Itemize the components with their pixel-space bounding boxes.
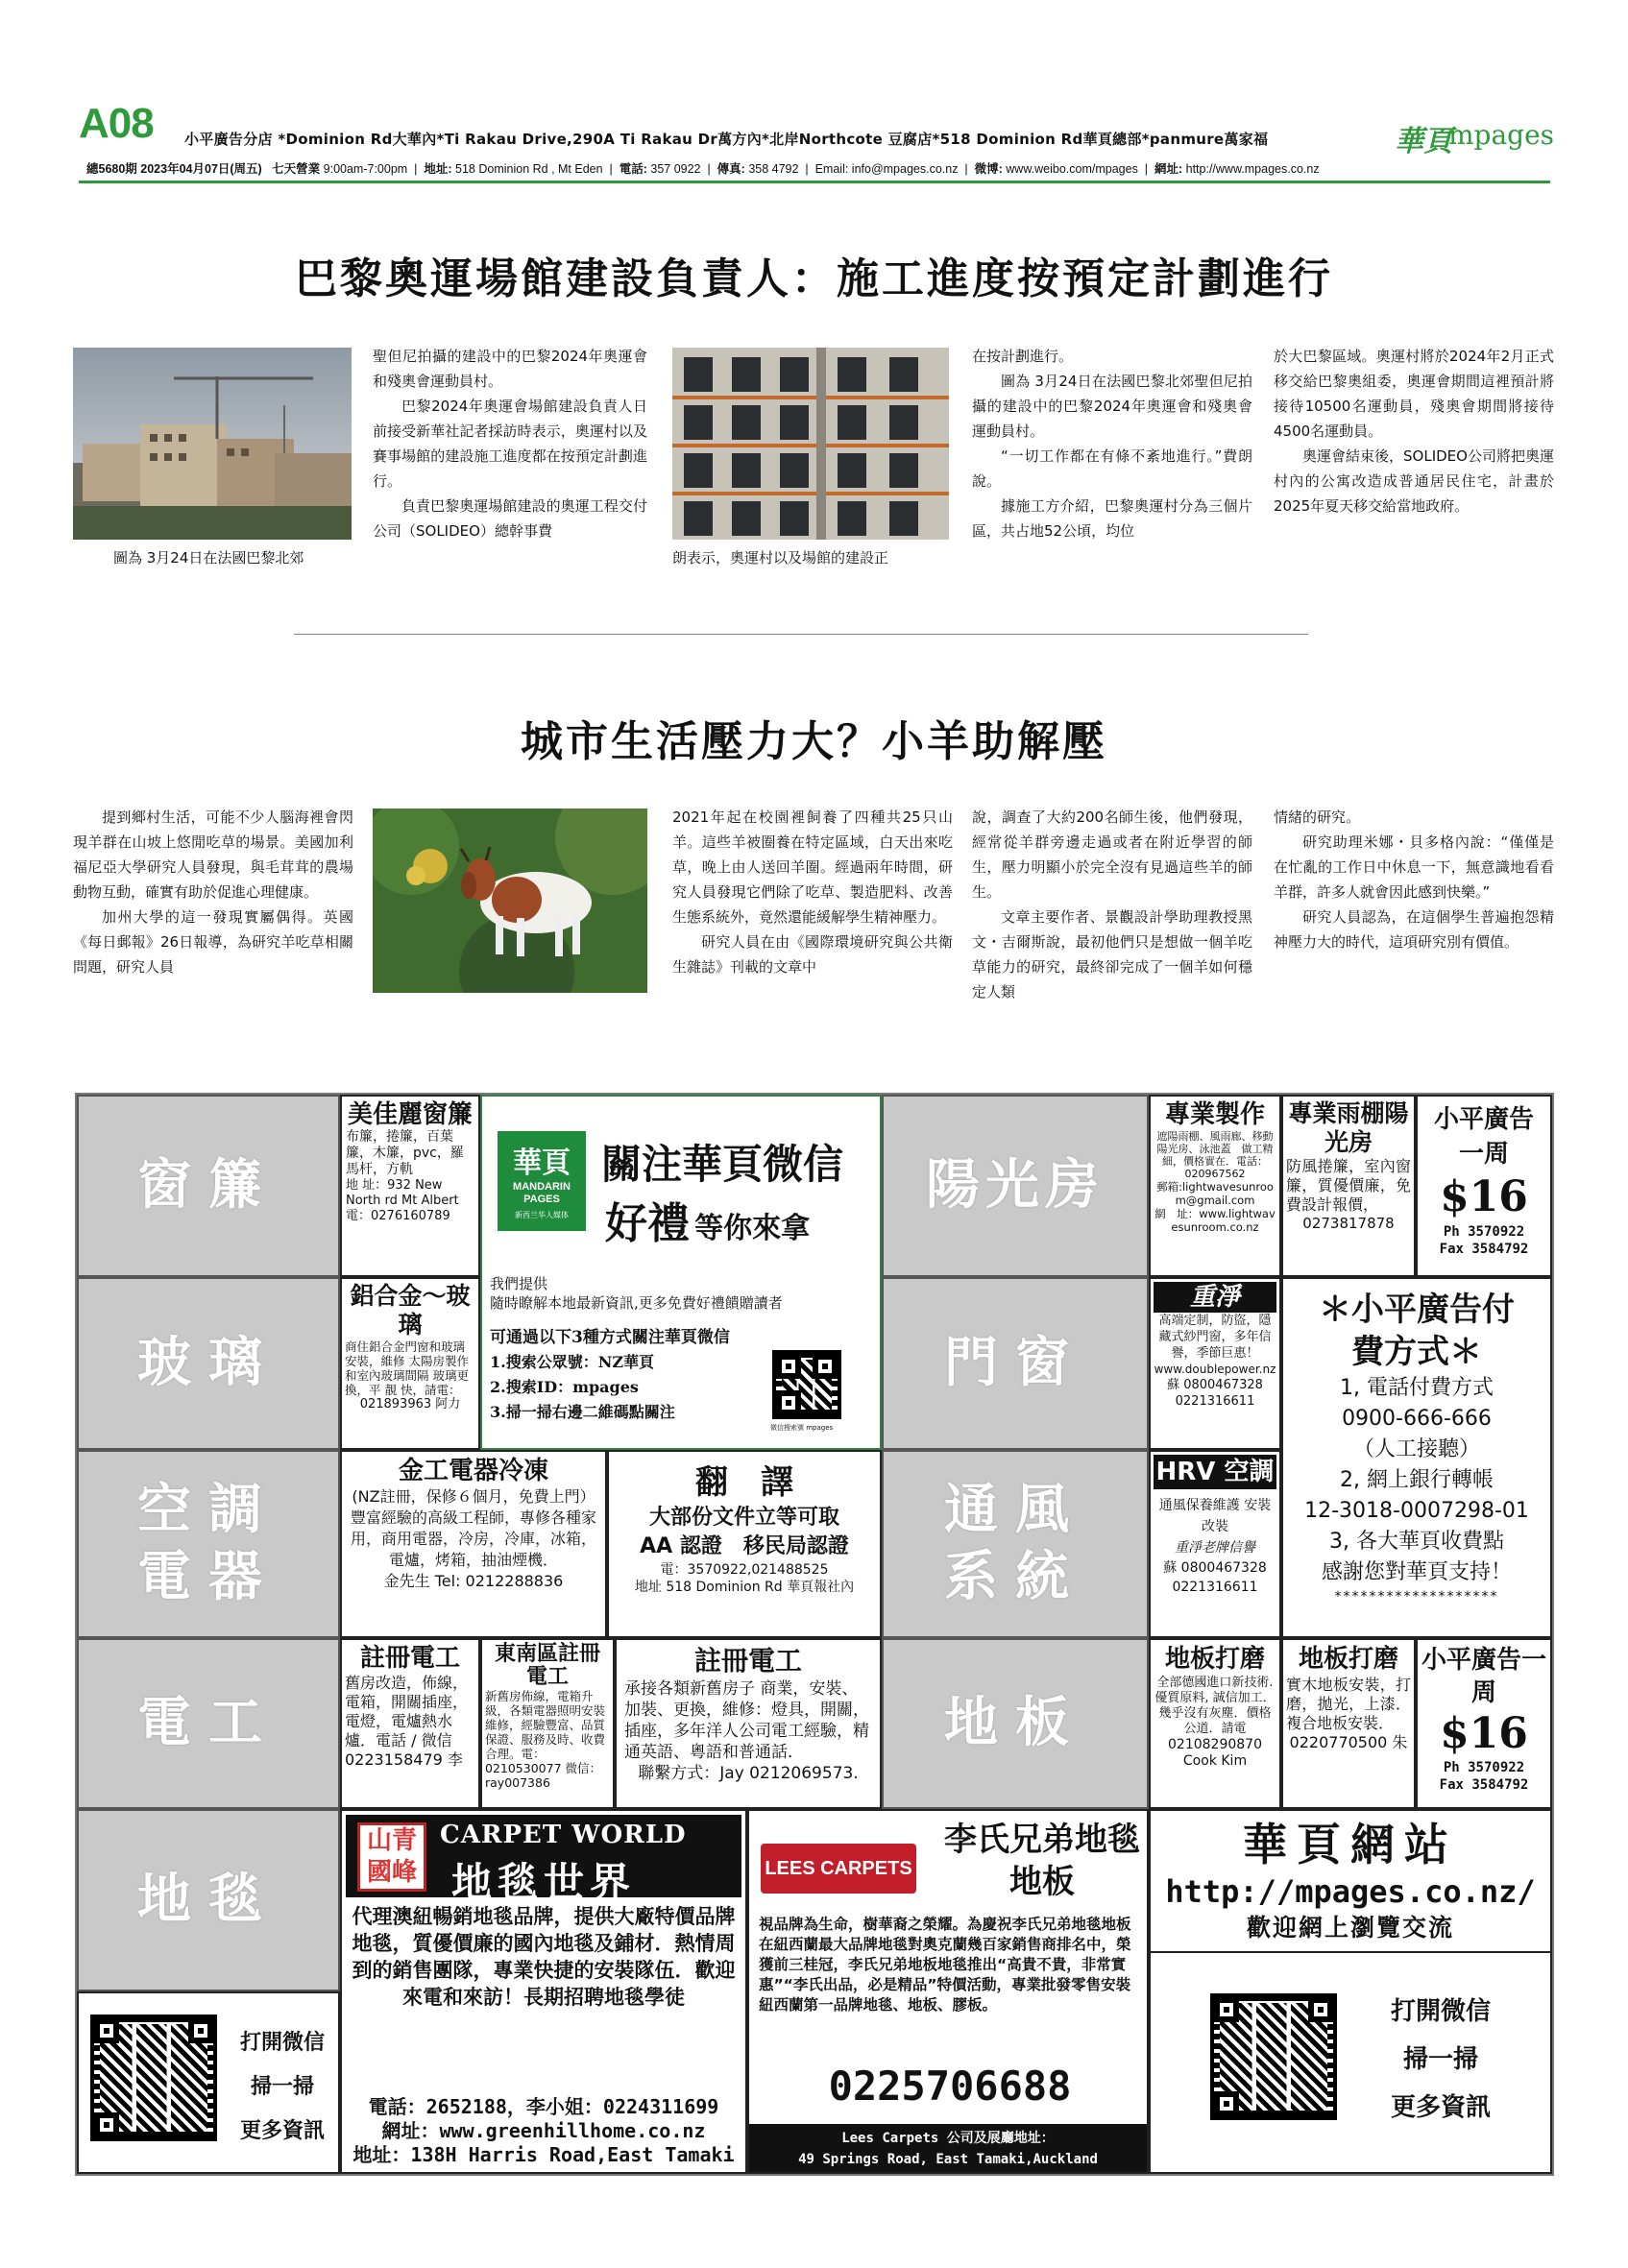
ad-floor-sanding-zhu[interactable] (1281, 1638, 1416, 1809)
ad-title: 華頁網站 (1243, 1819, 1458, 1870)
ad-body: 實木地板安裝，打磨，拋光，上漆．複合地板安裝． (1286, 1676, 1411, 1732)
ad-price: $16 (1440, 1709, 1528, 1758)
ad-title: 註冊電工 (359, 1644, 460, 1673)
ad-body: 代理澳紐暢銷地毯品牌，提供大廠特價品牌地毯，質優價廉的國內地毯及鋪材．熱情周到的銷售團隊，專業快捷的安裝隊伍．歡迎來電和來訪！長期招聘地毯學徒 (352, 1905, 736, 2009)
category-doors[interactable]: 門窗 (882, 1277, 1149, 1450)
website-sub: 歡迎網上瀏覽交流 (1246, 1914, 1454, 1942)
carpet-world-en: CARPET WORLD (440, 1821, 687, 1849)
ad-floor-sanding-kim[interactable] (1149, 1638, 1281, 1809)
payment-thanks: 感謝您對華頁支持！ (1321, 1560, 1512, 1584)
ad-electrician-jay[interactable] (615, 1638, 882, 1809)
ad-price: $16 (1440, 1172, 1528, 1221)
ad-site[interactable]: 網 址：www.lightwavesunroom.co.nz (1154, 1207, 1276, 1234)
ad-phone: 0220770500 朱 (1289, 1733, 1408, 1751)
article1-column-2 (373, 344, 647, 570)
ad-phone: 聯繫方式：Jay 0212069573. (638, 1764, 859, 1783)
qr-line: 掃一掃 (1402, 2045, 1478, 2074)
branch-locations: 小平廣告分店 *Dominion Rd大華內*Ti Rakau Drive,290A Ti Rakau Dr萬方內*北岸Northcote 豆腐店*518 Dominion Rd華頁總部*panmure萬家福 (184, 131, 1269, 148)
ad-title: 專業雨棚陽光房 (1288, 1099, 1409, 1156)
ad-address: 地址：138H Harris Road,East Tamaki (352, 2143, 735, 2166)
lees-carpets-logo: LEES CARPETS (761, 1844, 916, 1894)
paragraph: 提到鄉村生活，可能不少人腦海裡會閃現羊群在山坡上悠閒吃草的場景。美國加利福尼亞大學研究人員發現，與毛茸茸的農場動物互動，確實有助於促進心理健康。 (73, 808, 353, 901)
ad-title: 小平廣告一周 (1421, 1646, 1547, 1707)
ad-site[interactable]: www.doublepower.nz (1154, 1363, 1276, 1376)
ad-southeast-electrician[interactable] (480, 1638, 615, 1809)
site-link[interactable]: http://www.mpages.co.nz (1185, 162, 1320, 176)
ad-phone: 金先生 Tel: 0212288836 (383, 1572, 564, 1590)
ad-carpet-world[interactable] (340, 1809, 747, 2174)
paragraph: 聖但尼拍攝的建設中的巴黎2024年奧運會和殘奧會運動員村。 (373, 348, 647, 390)
article2-headline: 城市生活壓力大？小羊助解壓 (521, 717, 1107, 766)
ad-body: 全部德國進口新技術. 優質原料, 誠信加工．幾乎沒有灰塵．價格公道．請電 (1154, 1676, 1276, 1736)
category-aircon[interactable]: 空調電器 (77, 1450, 340, 1638)
ad-rainshed-sunroom[interactable] (1281, 1095, 1416, 1277)
ad-chongjing-doors[interactable] (1149, 1277, 1281, 1450)
ad-address: 地址 518 Dominion Rd 華頁報社內 (634, 1580, 855, 1595)
paragraph: 巴黎2024年奧運會場館建設負責人日前接受新華社記者採訪時表示，奧運村以及賽事場館的建設施工進度都在按預定計劃進行。 (373, 398, 647, 490)
qr-caption: 微信搜索號 mpages (770, 1424, 834, 1432)
ad-small-ad-price-2[interactable] (1416, 1638, 1552, 1809)
ad-translation[interactable] (607, 1450, 882, 1638)
address-label: 地址: (424, 162, 452, 176)
carpet-world-banner (346, 1815, 741, 1906)
mpages-logo[interactable] (1395, 111, 1555, 158)
email-link[interactable]: Email: info@mpages.co.nz (814, 162, 959, 176)
qr-line: 更多資訊 (1390, 2093, 1491, 2122)
ad-brand: 重淨老牌信譽 (1175, 1540, 1255, 1556)
qr-code[interactable] (90, 2015, 217, 2141)
category-glass[interactable]: 玻璃 (77, 1277, 340, 1450)
ad-lees-carpets[interactable] (747, 1809, 1149, 2174)
category-ventilation[interactable]: 通風系統 (882, 1450, 1149, 1638)
weibo-label: 微博: (974, 162, 1003, 176)
fax-label: 傳真: (717, 162, 745, 176)
ad-title: 金工電器冷凍 (398, 1457, 548, 1485)
paragraph: 研究人員在由《國際環境研究與公共衛生雜誌》刊載的文章中 (672, 933, 953, 976)
paragraph: 研究人員認為，在這個學生普遍抱怨精神壓力大的時代，這項研究別有價值。 (1274, 908, 1554, 951)
wechat-headline: 關注華頁微信 (601, 1141, 844, 1188)
ad-title: 東南區註冊電工 (494, 1642, 600, 1689)
phone-label: 電話: (619, 162, 647, 176)
article2-column-3 (672, 805, 953, 1016)
carpet-world-cn: 地毯世界 (451, 1859, 637, 1906)
ad-title: 小平廣告一周 (1433, 1105, 1534, 1169)
ad-fax: Fax 3584792 (1439, 1242, 1529, 1257)
article-divider (294, 634, 1308, 635)
ad-phone: 0223158479 李 (345, 1750, 463, 1769)
paragraph: 於大巴黎區域。奧運村將於2024年2月正式移交給巴黎奧組委，奧運會期間這裡預計將接待10500名運動員，殘奧會期間將接待4500名運動員。 (1274, 348, 1554, 440)
site-label: 網址: (1154, 162, 1183, 176)
ad-phone: 021893963 阿力 (359, 1397, 461, 1411)
ad-electrician-li[interactable] (340, 1638, 480, 1809)
fax: 358 4792 (748, 162, 799, 176)
way-item: 1.搜索公眾號：NZ華頁 (490, 1353, 655, 1371)
carpet-world-seal: 山青國峰 (357, 1822, 426, 1892)
payment-account: 12-3018-0007298-01 (1304, 1499, 1529, 1523)
hours: 9:00am-7:00pm (323, 162, 408, 176)
ad-body: 防風捲簾，室內窗簾，質優價廉，免費設計報價， (1286, 1157, 1411, 1214)
mandarin-pages-logo (498, 1131, 586, 1231)
article1-caption-3: 朗表示，奧運村以及場館的建設正 (672, 549, 889, 567)
ad-meijiali-curtains[interactable] (340, 1095, 480, 1277)
ad-title: 李氏兄弟地毯地板 (944, 1821, 1140, 1901)
hours-label: 七天營業 (272, 162, 321, 176)
ad-body: 布簾，捲簾，百葉簾，木簾，pvc，羅馬杆，方軌 (346, 1129, 464, 1177)
paragraph: 圖為 3月24日在法國巴黎北郊聖但尼拍攝的建設中的巴黎2024年奧運會和殘奧會運動員村。 (972, 373, 1252, 440)
lees-address-bar (749, 2124, 1147, 2174)
ad-title: 翻 譯 (695, 1463, 793, 1502)
ad-body: 舊房改造，佈線，電箱，開關插座，電燈，電爐熱水爐．電話 / 微信 (345, 1674, 469, 1749)
paragraph: 2021年起在校園裡飼養了四種共25只山羊。這些羊被圈養在特定區域，白天出來吃草，晚上由人送回羊圈。經過兩年時間，研究人員發現它們除了吃草、製造肥料、改善生態系統外，竟然還能緩解學生精神壓力。 (672, 808, 953, 926)
payment-line: 3, 各大華頁收費點 (1329, 1530, 1504, 1554)
ways-list (490, 1350, 675, 1425)
qr-text (1373, 1988, 1508, 2132)
ad-body: 遮陽雨棚、風雨廊、移動陽光房、泳池蓋 做工精細，價格實在．電話：020967562 (1156, 1130, 1274, 1180)
ways-title: 可通過以下3種方式關注華頁微信 (490, 1328, 730, 1347)
header-divider (79, 181, 1550, 183)
ad-phone: 0273817878 (1302, 1215, 1395, 1232)
logo-sub: 新西兰华人媒体 (515, 1211, 569, 1219)
paragraph: 奧運會結束後，SOLIDEO公司將把奧運村內的公寓改造成普通居民住宅，計畫於2025年夏天移交給當地政府。 (1274, 447, 1554, 515)
ad-title: ＊小平廣告付費方式＊ (1319, 1291, 1515, 1371)
ad-body: 視品牌為生命，樹華裔之榮耀。為慶祝李氏兄弟地毯地板在紐西蘭最大品牌地毯對奧克蘭幾百家銷售商排名中，榮獲前三桂冠，李氏兄弟地板地毯推出“高貴不貴，非常實惠”“李氏出品，必是精品”特價活動，專業批發零售安裝紐西蘭第一品牌地毯、地板、膠板。 (759, 1916, 1131, 2014)
ad-address: 49 Springs Road, East Tamaki,Auckland (798, 2152, 1098, 2167)
provide-text: 隨時瞭解本地最新資訊,更多免費好禮饋贈讀者 (490, 1294, 783, 1312)
payment-line: 1, 電話付費方式 (1340, 1376, 1494, 1400)
provide-label: 我們提供 (490, 1275, 548, 1292)
article1-column-5 (1274, 344, 1554, 570)
article1-column-4 (972, 344, 1252, 570)
logo-en: MANDARIN PAGES (513, 1181, 571, 1205)
ad-body: 高端定制，防盜，隱藏式紗門窗，多年信譽，季節巨惠！ (1158, 1314, 1272, 1361)
ad-title: 專業製作 (1164, 1100, 1265, 1129)
website-url[interactable]: http://mpages.co.nz/ (1165, 1873, 1536, 1910)
paragraph: 情緒的研究。 (1274, 808, 1361, 826)
article1-caption-1: 圖為 3月24日在法國巴黎北郊 (113, 549, 304, 567)
goat-photo (373, 808, 647, 993)
ad-phone: 0225706688 (828, 2063, 1072, 2110)
wechat-gift-line (605, 1189, 810, 1250)
ad-body: 商住鋁合金門窗和玻璃安裝，維修 太陽房製作和室內玻璃間隔 玻璃更換，平 靚 快，請電： (345, 1339, 469, 1397)
ad-email[interactable]: 郵箱:lightwavesunroom@gmail.com (1156, 1180, 1274, 1207)
gift-word: 好禮 (605, 1199, 690, 1248)
ad-body: 通風保養維護 安裝改裝 (1158, 1498, 1272, 1534)
ad-small-ad-price-1[interactable] (1416, 1095, 1552, 1277)
address: 518 Dominion Rd , Mt Eden (455, 162, 603, 176)
qr-line: 更多資訊 (239, 2118, 325, 2143)
qr-line: 掃一掃 (250, 2074, 314, 2099)
logo-cn: 華頁 (1395, 125, 1452, 158)
way-item: 3.掃一掃右邊二維碼點關注 (490, 1403, 675, 1421)
qr-code[interactable] (1210, 1993, 1337, 2120)
ad-phone: 蘇 0800467328 0221316611 (1163, 1560, 1267, 1595)
category-floor[interactable]: 地板 (882, 1638, 1149, 1809)
paragraph: 據施工方介紹，巴黎奧運村分為三個片區，共占地52公頃，均位 (972, 497, 1252, 540)
ad-phone: 蘇 0800467328 0221316611 (1167, 1378, 1263, 1409)
ad-payment-methods (1281, 1277, 1552, 1638)
ad-phone: Ph 3570922 (1443, 1760, 1525, 1775)
page-number: A08 (79, 100, 154, 147)
ad-appliance-repair[interactable] (340, 1450, 607, 1638)
ad-wechat-qr-right[interactable] (1149, 1953, 1552, 2174)
article2-column-4 (972, 805, 1252, 1016)
article2-column-5 (1274, 805, 1554, 1016)
ad-phone: 電話：2652188，李小姐：0224311699 (368, 2095, 719, 2118)
ad-address: 地 址：932 New North rd Mt Albert (346, 1178, 459, 1208)
ad-title: 鋁合金～玻璃 (350, 1282, 471, 1339)
ad-title: HRV 空調 (1154, 1455, 1276, 1489)
payment-line: （人工接聽） (1352, 1437, 1480, 1461)
ad-mpages-website[interactable] (1149, 1809, 1552, 1953)
ad-line1: 大部份文件立等可取 (648, 1506, 839, 1530)
paragraph: 文章主要作者、景觀設計學助理教授黑文・吉爾斯說，最初他們只是想做一個羊吃草能力的研究，最終卻完成了一個羊如何穩定人類 (972, 908, 1252, 1001)
ad-body: (NZ註冊，保修６個月，免費上門）豐富經驗的高級工程師，專修各種家用，商用電器，冷房，冷庫，冰箱，電爐，烤箱，抽油煙機． (350, 1487, 596, 1569)
ad-title: 美佳麗窗簾 (347, 1100, 473, 1129)
phone: 357 0922 (650, 162, 701, 176)
article2-column-1 (73, 805, 353, 1016)
payment-stars: ******************* (1334, 1589, 1499, 1604)
category-carpet[interactable]: 地毯 (77, 1809, 340, 1991)
article1-headline: 巴黎奧運場館建設負責人：施工進度按預定計劃進行 (295, 254, 1333, 303)
ad-phone: 電：0276160789 (346, 1209, 450, 1223)
ad-phone: 電：3570922,021488525 (660, 1562, 829, 1578)
ad-aluminium-glass[interactable] (340, 1277, 480, 1450)
paragraph: 研究助理米娜・貝多格內說：“僅僅是在忙亂的工作日中休息一下，無意識地看看羊群，許多人就會因此感到快樂。” (1274, 833, 1554, 901)
ad-phone: Ph 3570922 (1443, 1224, 1525, 1240)
ad-phone: 02108290870 Cook Kim (1168, 1737, 1262, 1769)
qr-line: 打開微信 (239, 2030, 325, 2055)
logo-text: mpages (1448, 119, 1555, 151)
olympic-village-photo-2 (672, 348, 949, 540)
qr-line: 打開微信 (1390, 1997, 1491, 2026)
category-electric[interactable]: 電工 (77, 1638, 340, 1809)
ad-hrv-aircon[interactable] (1149, 1450, 1281, 1638)
logo-cn: 華頁 (513, 1146, 571, 1180)
paragraph: “一切工作都在有條不紊地進行。”費朗說。 (972, 447, 1252, 490)
ad-wechat-follow[interactable] (480, 1095, 882, 1450)
ad-line2: AA 認證 移民局認證 (640, 1534, 849, 1558)
ad-title: 註冊電工 (693, 1645, 802, 1677)
header-info-bar: 總5680期 2023年04月07日(周五) 七天營業 9:00am-7:00pm | 地址: 518 Dominion Rd , Mt Eden | 電話: 357 0922 | 傳真: 358 4792 | Email: info@mpages.co.nz | 微博: www.weibo.com/mpages | 網址: http://www.mpages.co.nz (86, 162, 1320, 176)
payment-line: 2, 網上銀行轉帳 (1340, 1468, 1494, 1492)
ad-fax: Fax 3584792 (1439, 1777, 1529, 1793)
weibo-link[interactable]: www.weibo.com/mpages (1006, 162, 1138, 176)
ad-site[interactable]: 網址：www.greenhillhome.co.nz (381, 2119, 706, 2142)
paragraph: 負責巴黎奧運場館建設的奧運工程交付公司（SOLIDEO）總幹事費 (373, 497, 647, 540)
category-sunroom[interactable]: 陽光房 (882, 1095, 1149, 1277)
ad-title: 重淨 (1154, 1282, 1276, 1313)
way-item: 2.搜索ID：mpages (490, 1378, 639, 1396)
ad-wechat-qr-left[interactable] (77, 1991, 340, 2174)
paragraph: 說，調查了大約200名師生後，他們發現，經常從羊群旁邊走過或者在附近學習的師生，壓力明顯小於完全沒有見過這些羊的師生。 (972, 808, 1252, 901)
ad-title: 地板打磨 (1298, 1645, 1398, 1674)
issue-date: 總5680期 2023年04月07日(周五) (86, 162, 262, 176)
paragraph: 加州大學的這一發現實屬偶得。英國《每日郵報》26日報導，為研究羊吃草相關問題，研究人員 (73, 908, 353, 976)
wechat-qr-code[interactable] (772, 1350, 841, 1419)
ad-body: 新舊房佈線，電箱升級，各類電器照明安裝維修，經驗豐富、品質保證、服務及時、收費合理。電：0210530077 微信：ray007386 (485, 1689, 606, 1790)
qr-text (232, 2020, 332, 2153)
ad-title: 地板打磨 (1164, 1645, 1265, 1674)
gift-tail: 等你來拿 (694, 1212, 811, 1245)
ad-address-label: Lees Carpets 公司及展廳地址： (841, 2131, 1055, 2146)
payment-phone: 0900-666-666 (1342, 1407, 1492, 1431)
ad-body: 承接各類新舊房子 商業，安裝、加裝、更換，維修：燈具，開關，插座，多年洋人公司電工經驗，精通英語、粵語和普通話． (624, 1679, 869, 1762)
paragraph: 在按計劃進行。 (972, 348, 1074, 365)
category-curtains[interactable]: 窗簾 (77, 1095, 340, 1277)
ad-contact (350, 2095, 738, 2167)
ad-lightwave-sunroom[interactable] (1149, 1095, 1281, 1277)
olympic-village-photo-1 (73, 348, 352, 540)
